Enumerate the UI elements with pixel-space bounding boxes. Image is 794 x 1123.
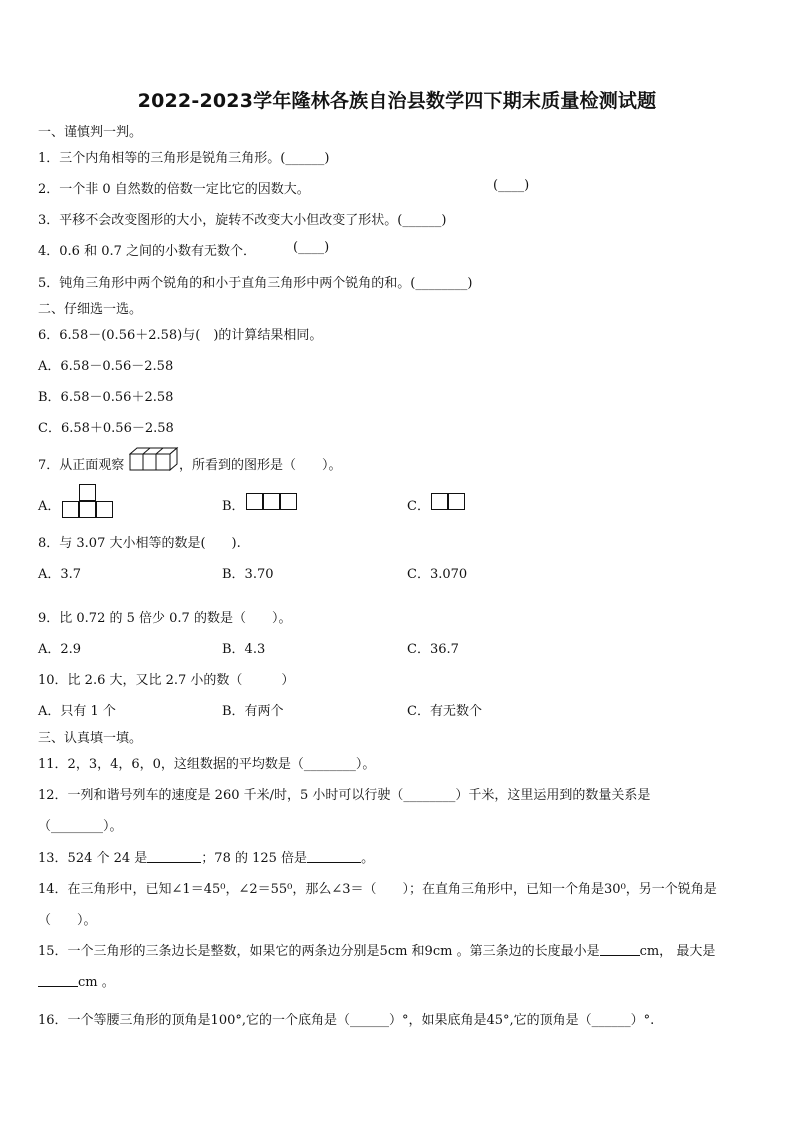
question-14-cont: （ ）。 xyxy=(38,913,97,928)
section-heading-2: 二、仔细选一选。 xyxy=(38,302,143,317)
section-heading-1: 一、谨慎判一判。 xyxy=(38,125,143,140)
question-4-blank: (____) xyxy=(293,240,330,255)
question-9-option-a: A．2.9 xyxy=(38,642,82,657)
question-9: 9．比 0.72 的 5 倍少 0.7 的数是（ ）。 xyxy=(38,611,292,626)
question-15-part-3: cm 。 xyxy=(78,975,115,990)
cube-stack-figure xyxy=(129,447,179,471)
question-13-part-1: 13．524 个 24 是 xyxy=(38,851,148,866)
question-7-option-c: C． xyxy=(407,499,430,514)
question-6: 6．6.58－(0.56＋2.58)与( )的计算结果相同。 xyxy=(38,328,323,343)
question-8: 8．与 3.07 大小相等的数是( ). xyxy=(38,536,241,551)
section-heading-3: 三、认真填一填。 xyxy=(38,731,143,746)
question-11: 11．2，3，4，6，0，这组数据的平均数是（________）。 xyxy=(38,757,376,772)
question-15-cont xyxy=(38,971,115,990)
question-5: 5．钝角三角形中两个锐角的和小于直角三角形中两个锐角的和。(________) xyxy=(38,276,473,291)
question-6-option-c: C．6.58＋0.56－2.58 xyxy=(38,421,174,436)
question-16: 16．一个等腰三角形的顶角是100°,它的一个底角是（______）°，如果底角是45°,它的顶角是（______）°. xyxy=(38,1013,655,1028)
question-7: 7．从正面观察 xyxy=(38,458,125,473)
option-b-figure xyxy=(246,493,298,510)
question-8-option-b: B．3.70 xyxy=(222,567,274,582)
question-3: 3．平移不会改变图形的大小，旋转不改变大小但改变了形状。(______) xyxy=(38,213,447,228)
question-6-option-b: B．6.58－0.56＋2.58 xyxy=(38,390,174,405)
question-6-option-a: A．6.58－0.56－2.58 xyxy=(38,359,174,374)
question-2-blank: (____) xyxy=(493,178,530,193)
question-12: 12．一列和谐号列车的速度是 260 千米/时，5 小时可以行驶（________）千米，这里运用到的数量关系是 xyxy=(38,788,651,803)
question-10: 10．比 2.6 大，又比 2.7 小的数（ ） xyxy=(38,673,295,688)
question-9-option-b: B．4.3 xyxy=(222,642,266,657)
question-15-part-2: cm， 最大是 xyxy=(639,944,716,959)
question-15 xyxy=(38,940,715,959)
question-12-cont: （________）。 xyxy=(38,819,123,834)
question-2: 2．一个非 0 自然数的倍数一定比它的因数大。 xyxy=(38,182,310,197)
question-13-part-2: ；78 的 125 倍是 xyxy=(201,851,308,866)
question-4: 4．0.6 和 0.7 之间的小数有无数个． xyxy=(38,244,257,259)
option-a-figure xyxy=(62,484,114,520)
question-10-option-c: C．有无数个 xyxy=(407,704,482,719)
question-13 xyxy=(38,847,374,866)
question-7-option-b: B． xyxy=(222,499,245,514)
question-14: 14．在三角形中，已知∠1＝45⁰，∠2＝55⁰，那么∠3＝（ ）；在直角三角形中，已知一个角是30⁰，另一个锐角是 xyxy=(38,882,717,897)
question-7-text: ，所看到的图形是（ ）。 xyxy=(179,458,342,473)
question-8-option-a: A．3.7 xyxy=(38,567,82,582)
question-7-option-a: A． xyxy=(38,499,61,514)
question-13-blank-2 xyxy=(307,850,361,863)
question-15-blank-1 xyxy=(600,943,640,956)
question-8-option-c: C．3.070 xyxy=(407,567,468,582)
question-13-part-3: 。 xyxy=(361,851,375,866)
question-1: 1．三个内角相等的三角形是锐角三角形。(______) xyxy=(38,151,330,166)
question-13-blank-1 xyxy=(147,850,201,863)
question-15-blank-2 xyxy=(38,974,78,987)
question-10-option-a: A．只有 1 个 xyxy=(38,704,116,719)
question-9-option-c: C．36.7 xyxy=(407,642,459,657)
question-10-option-b: B．有两个 xyxy=(222,704,284,719)
page-title: 2022-2023学年隆林各族自治县数学四下期末质量检测试题 xyxy=(137,90,657,112)
question-15-part-1: 15．一个三角形的三条边长是整数，如果它的两条边分别是5cm 和9cm 。第三条边的长度最小是 xyxy=(38,944,600,959)
option-c-figure xyxy=(431,493,466,510)
